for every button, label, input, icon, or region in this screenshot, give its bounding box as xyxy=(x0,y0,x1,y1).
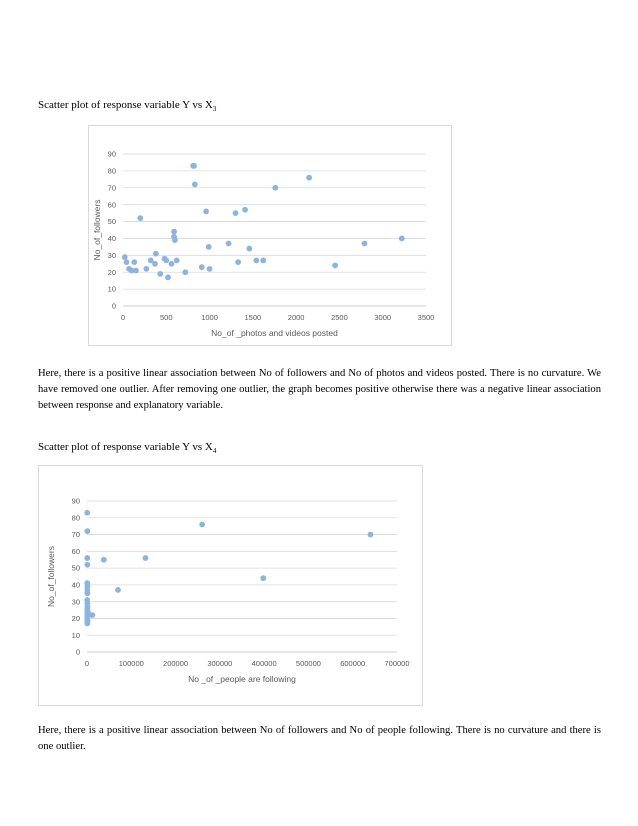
chart1-point xyxy=(169,261,175,267)
chart2-point xyxy=(84,562,90,568)
chart1-x-tick-label: 500 xyxy=(160,313,173,322)
chart2-y-tick-label: 30 xyxy=(71,597,80,607)
chart1-point xyxy=(399,236,405,242)
chart2-x-axis-title: No _of _people are following xyxy=(188,674,296,684)
chart1-point xyxy=(192,182,198,188)
chart2-frame xyxy=(38,465,423,706)
chart1-point xyxy=(233,210,239,216)
chart1-point xyxy=(242,207,248,213)
chart2-svg xyxy=(39,466,422,705)
chart2-x-tick-label: 400000 xyxy=(251,659,277,668)
chart1-y-tick-label: 0 xyxy=(111,301,116,311)
chart1-point xyxy=(152,261,158,267)
chart1-svg xyxy=(89,126,451,345)
chart1-paragraph: Here, there is a positive linear association between No of followers and No of photos and videos posted. There is no curvature. We have removed one outlier. After removing one outlier, the graph becomes positive otherwise there was a negative linear association between response and explanatory variable. xyxy=(38,368,601,411)
chart1-y-tick-label: 20 xyxy=(107,267,116,277)
chart2-x-tick-label: 100000 xyxy=(118,659,144,668)
chart2-caption-sub: 4 xyxy=(212,447,217,456)
chart1-y-tick-label: 80 xyxy=(107,166,116,176)
chart1-point xyxy=(362,241,368,247)
chart2-y-tick-label: 0 xyxy=(75,647,80,657)
chart1-caption-text: Scatter plot of response variable Y vs X xyxy=(38,99,213,111)
chart1-x-tick-label: 3000 xyxy=(374,313,392,322)
chart2-caption xyxy=(38,441,216,455)
chart2-y-tick-label: 40 xyxy=(71,580,80,590)
chart2-point xyxy=(199,522,205,528)
chart1-x-tick-label: 1000 xyxy=(201,313,218,322)
chart1-y-tick-label: 50 xyxy=(107,217,116,227)
chart1-point xyxy=(131,259,137,265)
chart2-point xyxy=(85,590,91,596)
chart2-x-tick-label: 600000 xyxy=(340,659,366,668)
chart1-y-tick-label: 90 xyxy=(107,149,116,159)
chart1-point xyxy=(272,185,278,191)
chart1-point xyxy=(182,269,188,275)
chart1-point xyxy=(260,258,266,264)
chart1-point xyxy=(143,266,149,272)
chart1-point xyxy=(137,215,143,221)
chart1-y-tick-label: 60 xyxy=(107,200,116,210)
chart2-point xyxy=(143,555,149,561)
chart1-point xyxy=(246,246,252,252)
chart1-point xyxy=(306,175,312,181)
chart1-point xyxy=(171,229,177,235)
chart1-y-tick-label: 10 xyxy=(107,284,116,294)
chart1-point xyxy=(226,241,232,247)
chart2-point xyxy=(89,612,95,618)
chart2-y-tick-label: 60 xyxy=(71,546,80,556)
chart1-caption-sub: 3 xyxy=(212,105,217,114)
chart2-y-tick-label: 80 xyxy=(71,513,80,523)
chart1-x-tick-label: 0 xyxy=(120,313,126,322)
chart2-point xyxy=(115,587,121,593)
chart1-point xyxy=(174,258,180,264)
chart1-point xyxy=(133,268,139,274)
chart2-y-tick-label: 70 xyxy=(71,530,80,540)
chart1-point xyxy=(191,163,197,169)
chart1-point xyxy=(153,251,159,257)
chart1-y-tick-label: 70 xyxy=(107,183,116,193)
chart1-point xyxy=(157,271,163,277)
chart2-point xyxy=(368,532,374,538)
chart1-point xyxy=(165,274,171,280)
chart1-x-tick-label: 2000 xyxy=(287,313,305,322)
chart1-x-tick-label: 1500 xyxy=(244,313,262,322)
chart2-x-tick-label: 300000 xyxy=(207,659,233,668)
chart2-caption-text: Scatter plot of response variable Y vs X xyxy=(38,441,213,453)
chart1-caption xyxy=(38,99,216,113)
chart2-x-tick-label: 0 xyxy=(84,659,90,668)
chart1-frame xyxy=(88,125,452,346)
chart1-y-axis-title: No_of_followers xyxy=(92,199,102,261)
chart1-x-axis-title: No_of _photos and videos posted xyxy=(211,328,338,338)
chart2-y-tick-label: 10 xyxy=(71,630,80,640)
chart2-point xyxy=(84,528,90,534)
chart1-point xyxy=(206,244,212,250)
chart2-x-tick-label: 700000 xyxy=(384,659,410,668)
chart2-point xyxy=(84,555,90,561)
chart1-point xyxy=(235,259,241,265)
chart2-y-axis-title: No_of_followers xyxy=(46,546,56,607)
chart2-point xyxy=(260,575,266,581)
chart1-point xyxy=(124,259,130,265)
chart2-paragraph: Here, there is a positive linear association between No of followers and No of people following. There is no curvature and there is one outlier. xyxy=(38,725,601,752)
chart1-point xyxy=(122,254,128,260)
chart1-x-tick-label: 3500 xyxy=(417,313,435,322)
chart1-point xyxy=(172,237,178,243)
chart2-point xyxy=(84,510,90,516)
chart1-x-tick-label: 2500 xyxy=(331,313,348,322)
chart1-point xyxy=(203,209,209,215)
chart2-point xyxy=(101,557,107,563)
chart1-point xyxy=(199,264,205,270)
chart2-x-tick-label: 500000 xyxy=(295,659,321,668)
chart2-x-tick-label: 200000 xyxy=(163,659,189,668)
chart1-point xyxy=(163,258,169,264)
chart1-y-tick-label: 40 xyxy=(107,234,116,244)
chart2-y-tick-label: 90 xyxy=(71,496,80,506)
chart2-y-tick-label: 20 xyxy=(71,614,80,624)
chart1-point xyxy=(207,266,213,272)
chart2-point xyxy=(84,621,90,627)
chart2-y-tick-label: 50 xyxy=(71,563,80,573)
chart1-point xyxy=(253,258,259,264)
chart1-y-tick-label: 30 xyxy=(107,250,116,260)
chart1-point xyxy=(332,263,338,269)
